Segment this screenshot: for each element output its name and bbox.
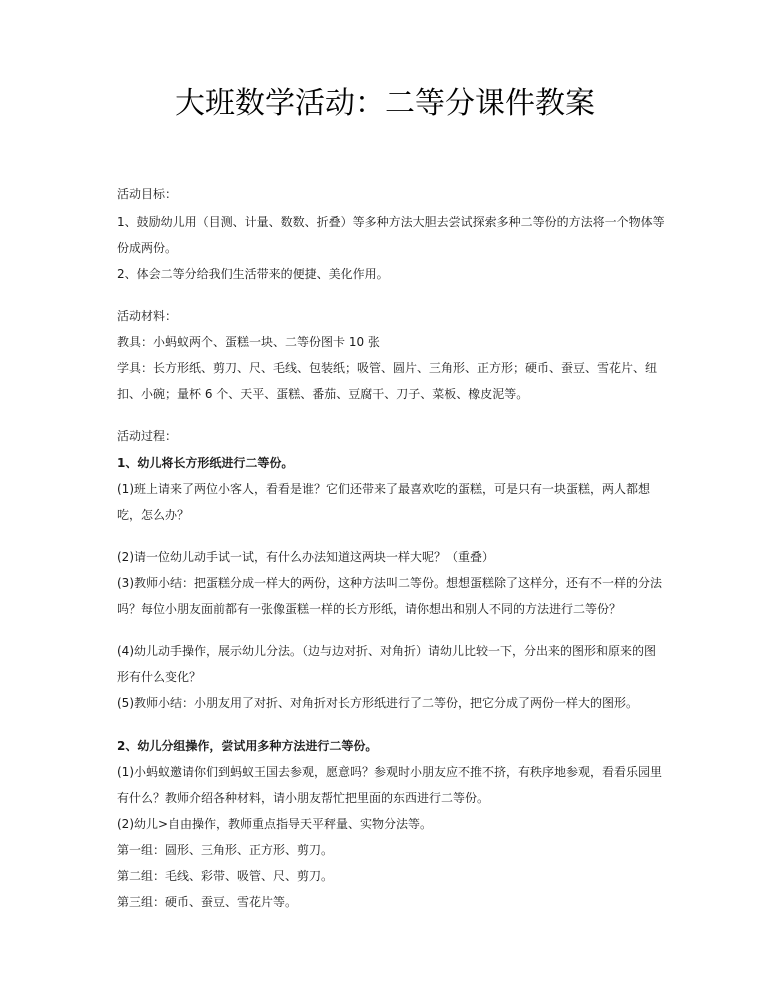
paragraph-line: 第一组：圆形、三角形、正方形、剪刀。 xyxy=(117,843,334,857)
step-heading: 2、幼儿分组操作，尝试用多种方法进行二等份。 xyxy=(117,739,378,753)
paragraph-line: (1)班上请来了两位小客人，看看是谁？它们还带来了最喜欢吃的蛋糕，可是只有一块蛋糕，两人都想 xyxy=(117,482,651,496)
paragraph-line: 有什么？教师介绍各种材料，请小朋友帮忙把里面的东西进行二等份。 xyxy=(117,791,490,805)
paragraph-line: (3)教师小结：把蛋糕分成一样大的两份，这种方法叫二等份。想想蛋糕除了这样分，还有不一样的分法 xyxy=(117,576,663,590)
paragraph-line: 教具：小蚂蚁两个、蛋糕一块、二等份图卡 10 张 xyxy=(117,335,380,349)
paragraph-line: 份成两份。 xyxy=(117,241,178,255)
paragraph-line: 1、鼓励幼儿用（目测、计量、数数、折叠）等多种方法大胆去尝试探索多种二等份的方法将一个物体等 xyxy=(117,215,665,229)
paragraph-line: 形有什么变化？ xyxy=(117,670,202,684)
paragraph-line: 2、体会二等分给我们生活带来的便捷、美化作用。 xyxy=(117,267,389,281)
paragraph-line: (5)教师小结：小朋友用了对折、对角折对长方形纸进行了二等份，把它分成了两份一样大的图形。 xyxy=(117,696,639,710)
paragraph-line: 学具：长方形纸、剪刀、尺、毛线、包装纸；吸管、圆片、三角形、正方形；硬币、蚕豆、雪花片、纽 xyxy=(117,361,658,375)
paragraph-line: (2)幼儿>自由操作，教师重点指导天平秤量、实物分法等。 xyxy=(117,817,433,831)
paragraph-line: 扣、小碗；量杯 6 个、天平、蛋糕、番茄、豆腐干、刀子、菜板、橡皮泥等。 xyxy=(117,387,529,401)
paragraph-line: 第二组：毛线、彩带、吸管、尺、剪刀。 xyxy=(117,869,334,883)
step-heading: 1、幼儿将长方形纸进行二等份。 xyxy=(117,456,294,470)
section-heading-process: 活动过程： xyxy=(117,429,178,443)
section-heading-goals: 活动目标： xyxy=(117,187,178,201)
document-title: 大班数学活动：二等分课件教案 xyxy=(175,86,595,121)
paragraph-line: (4)幼儿动手操作，展示幼儿分法。（边与边对折、对角折）请幼儿比较一下，分出来的图形和原来的图 xyxy=(117,644,657,658)
section-heading-materials: 活动材料： xyxy=(117,309,178,323)
paragraph-line: 第三组：硬币、蚕豆、雪花片等。 xyxy=(117,895,298,909)
paragraph-line: (2)请一位幼儿动手试一试，有什么办法知道这两块一样大呢？（重叠） xyxy=(117,550,495,564)
paragraph-line: 吗？每位小朋友面前都有一张像蛋糕一样的长方形纸，请你想出和别人不同的方法进行二等份？ xyxy=(117,602,622,616)
paragraph-line: (1)小蚂蚁邀请你们到蚂蚁王国去参观，愿意吗？参观时小朋友应不推不挤，有秩序地参观，看看乐园里 xyxy=(117,765,663,779)
paragraph-line: 吃，怎么办？ xyxy=(117,508,190,522)
